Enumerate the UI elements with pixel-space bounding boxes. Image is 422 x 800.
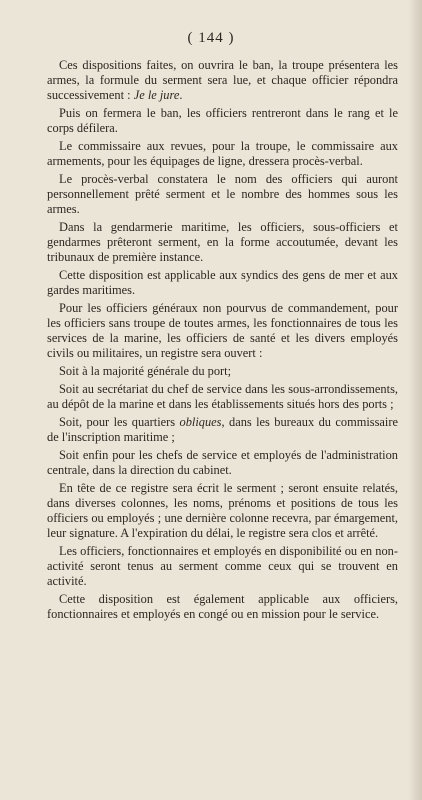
paragraph: Soit à la majorité générale du port; bbox=[59, 364, 232, 378]
paragraph: Pour les officiers généraux non pourvus de commandement, pour les officiers sans troupe de toutes armes, les fonctionnaires de tous les services de la marine, les officiers de santé et les divers employés civils ou militaires, un registre sera ouvert : bbox=[47, 301, 398, 360]
page-spine-shadow bbox=[408, 0, 422, 800]
emphasis-text: Je le jure bbox=[133, 88, 180, 102]
paragraph: Soit enfin pour les chefs de service et employés de l'administration centrale, dans la direction du cabinet. bbox=[47, 448, 398, 477]
page-number: ( 144 ) bbox=[187, 30, 235, 46]
paragraph: Le procès-verbal constatera le nom des officiers qui auront personnellement prêté serment et le nombre des hommes sous les armes. bbox=[47, 172, 398, 216]
body-text bbox=[47, 58, 398, 625]
paragraph: Les officiers, fonctionnaires et employés en disponibilité ou en non-activité seront tenus au serment comme ceux qui se trouvent en activité. bbox=[47, 544, 398, 588]
paragraph: Cette disposition est également applicable aux officiers, fonctionnaires et employés en congé ou en mission pour le service. bbox=[47, 592, 398, 621]
paragraph: En tête de ce registre sera écrit le serment ; seront ensuite relatés, dans diverses colonnes, les noms, prénoms et positions de tous les officiers ou employés ; une dernière colonne recevra, par émargement, leur signature. A l'expiration du délai, le registre sera clos et arrêté. bbox=[47, 481, 398, 540]
paragraph: Soit au secrétariat du chef de service dans les sous-arrondissements, au dépôt de la marine et dans les établissements situés hors des ports ; bbox=[47, 382, 398, 411]
paragraph: Ces dispositions faites, on ouvrira le ban, la troupe présentera les armes, la formule du serment sera lue, et chaque officier répondra successivement : Je le jure. bbox=[47, 58, 398, 102]
emphasis-text: obliques bbox=[179, 415, 222, 429]
paragraph: Cette disposition est applicable aux syndics des gens de mer et aux gardes maritimes. bbox=[47, 268, 398, 297]
paragraph: Dans la gendarmerie maritime, les officiers, sous-officiers et gendarmes prêteront serment, en la forme accoutumée, devant les tribunaux de première instance. bbox=[47, 220, 398, 264]
paragraph: Soit, pour les quartiers obliques, dans les bureaux du commissaire de l'inscription maritime ; bbox=[47, 415, 398, 444]
paragraph: Puis on fermera le ban, les officiers rentreront dans le rang et le corps défilera. bbox=[47, 106, 398, 135]
paragraph: Le commissaire aux revues, pour la troupe, le commissaire aux armements, pour les équipages de ligne, dressera procès-verbal. bbox=[47, 139, 398, 168]
